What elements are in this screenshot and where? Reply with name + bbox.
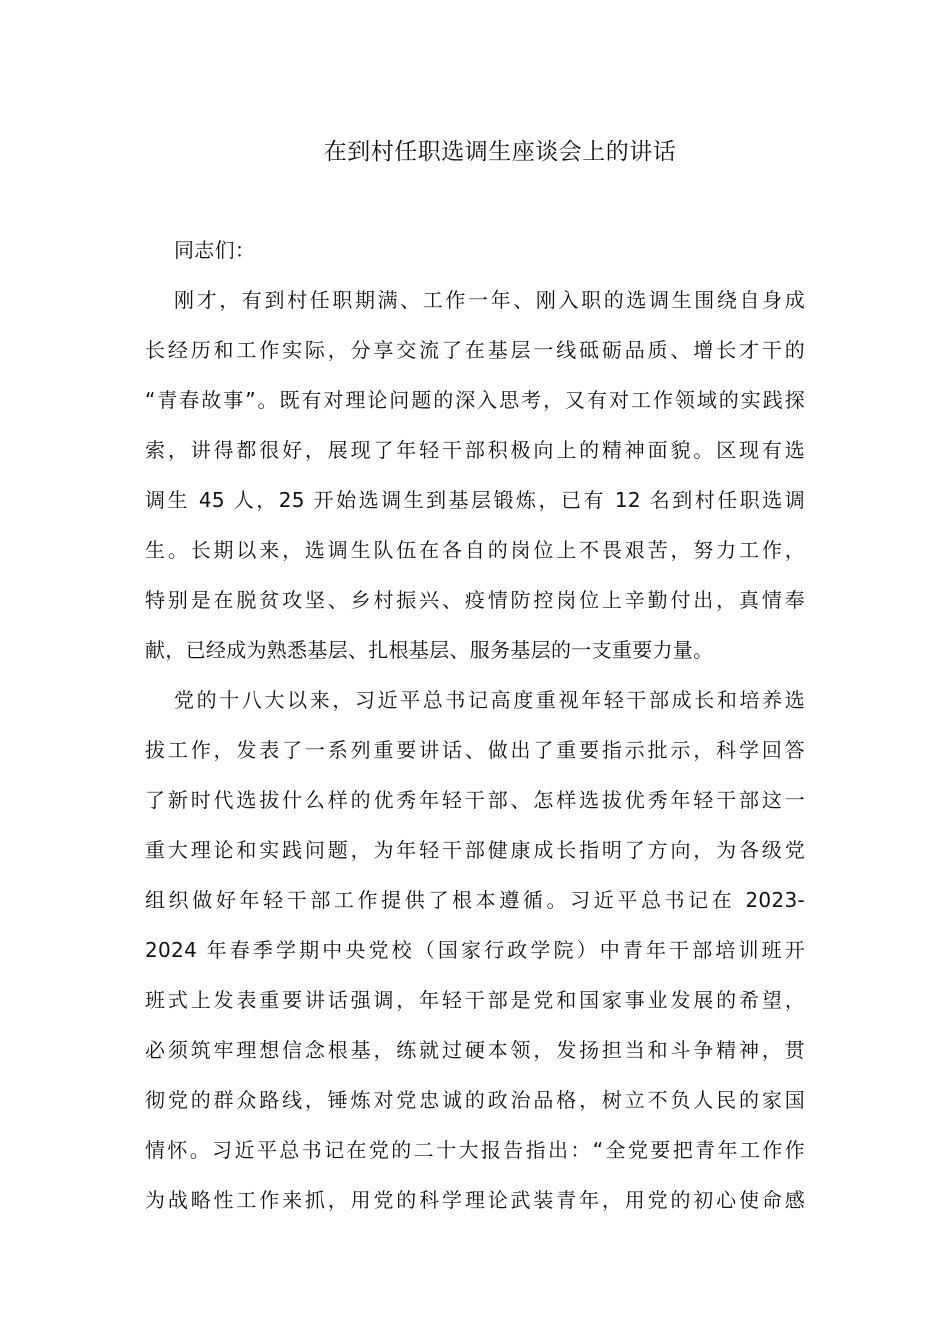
text-line: 刚才，有到村任职期满、工作一年、刚入职的选调生围绕自身成 (174, 288, 805, 312)
text-line: 必须筑牢理想信念根基，练就过硬本领，发扬担当和斗争精神，贯 (145, 1038, 805, 1062)
text-line: 索，讲得都很好，展现了年轻干部积极向上的精神面貌。区现有选 (145, 438, 805, 462)
text-line: 班式上发表重要讲话强调，年轻干部是党和国家事业发展的希望， (145, 988, 805, 1012)
document-body (145, 230, 805, 1230)
text-line: 调生 45 人，25 开始选调生到基层锻炼，已有 12 名到村任职选调 (145, 488, 805, 512)
text-line: 2024 年春季学期中央党校（国家行政学院）中青年干部培训班开 (145, 938, 805, 962)
text-line: 特别是在脱贫攻坚、乡村振兴、疫情防控岗位上辛勤付出，真情奉 (145, 588, 805, 612)
text-line: 党的十八大以来，习近平总书记高度重视年轻干部成长和培养选 (174, 688, 805, 712)
text-line: 组织做好年轻干部工作提供了根本遵循。习近平总书记在 2023- (145, 888, 805, 912)
text-line: 同志们： (174, 238, 256, 262)
text-line: 彻党的群众路线，锤炼对党忠诚的政治品格，树立不负人民的家国 (145, 1088, 805, 1112)
text-line: 生。长期以来，选调生队伍在各自的岗位上不畏艰苦，努力工作， (145, 538, 805, 562)
document-title: 在到村任职选调生座谈会上的讲话 (323, 139, 677, 165)
text-line: 献，已经成为熟悉基层、扎根基层、服务基层的一支重要力量。 (145, 638, 714, 662)
text-line: “青春故事”。既有对理论问题的深入思考，又有对工作领域的实践探 (145, 388, 805, 412)
text-line: 情怀。习近平总书记在党的二十大报告指出：“全党要把青年工作作 (145, 1138, 805, 1162)
text-line: 拔工作，发表了一系列重要讲话、做出了重要指示批示，科学回答 (145, 738, 805, 762)
text-line: 重大理论和实践问题，为年轻干部健康成长指明了方向，为各级党 (145, 838, 805, 862)
text-line: 长经历和工作实际，分享交流了在基层一线砥砺品质、增长才干的 (145, 338, 805, 362)
text-line: 为战略性工作来抓，用党的科学理论武装青年，用党的初心使命感 (145, 1188, 805, 1212)
text-line: 了新时代选拔什么样的优秀年轻干部、怎样选拔优秀年轻干部这一 (145, 788, 805, 812)
